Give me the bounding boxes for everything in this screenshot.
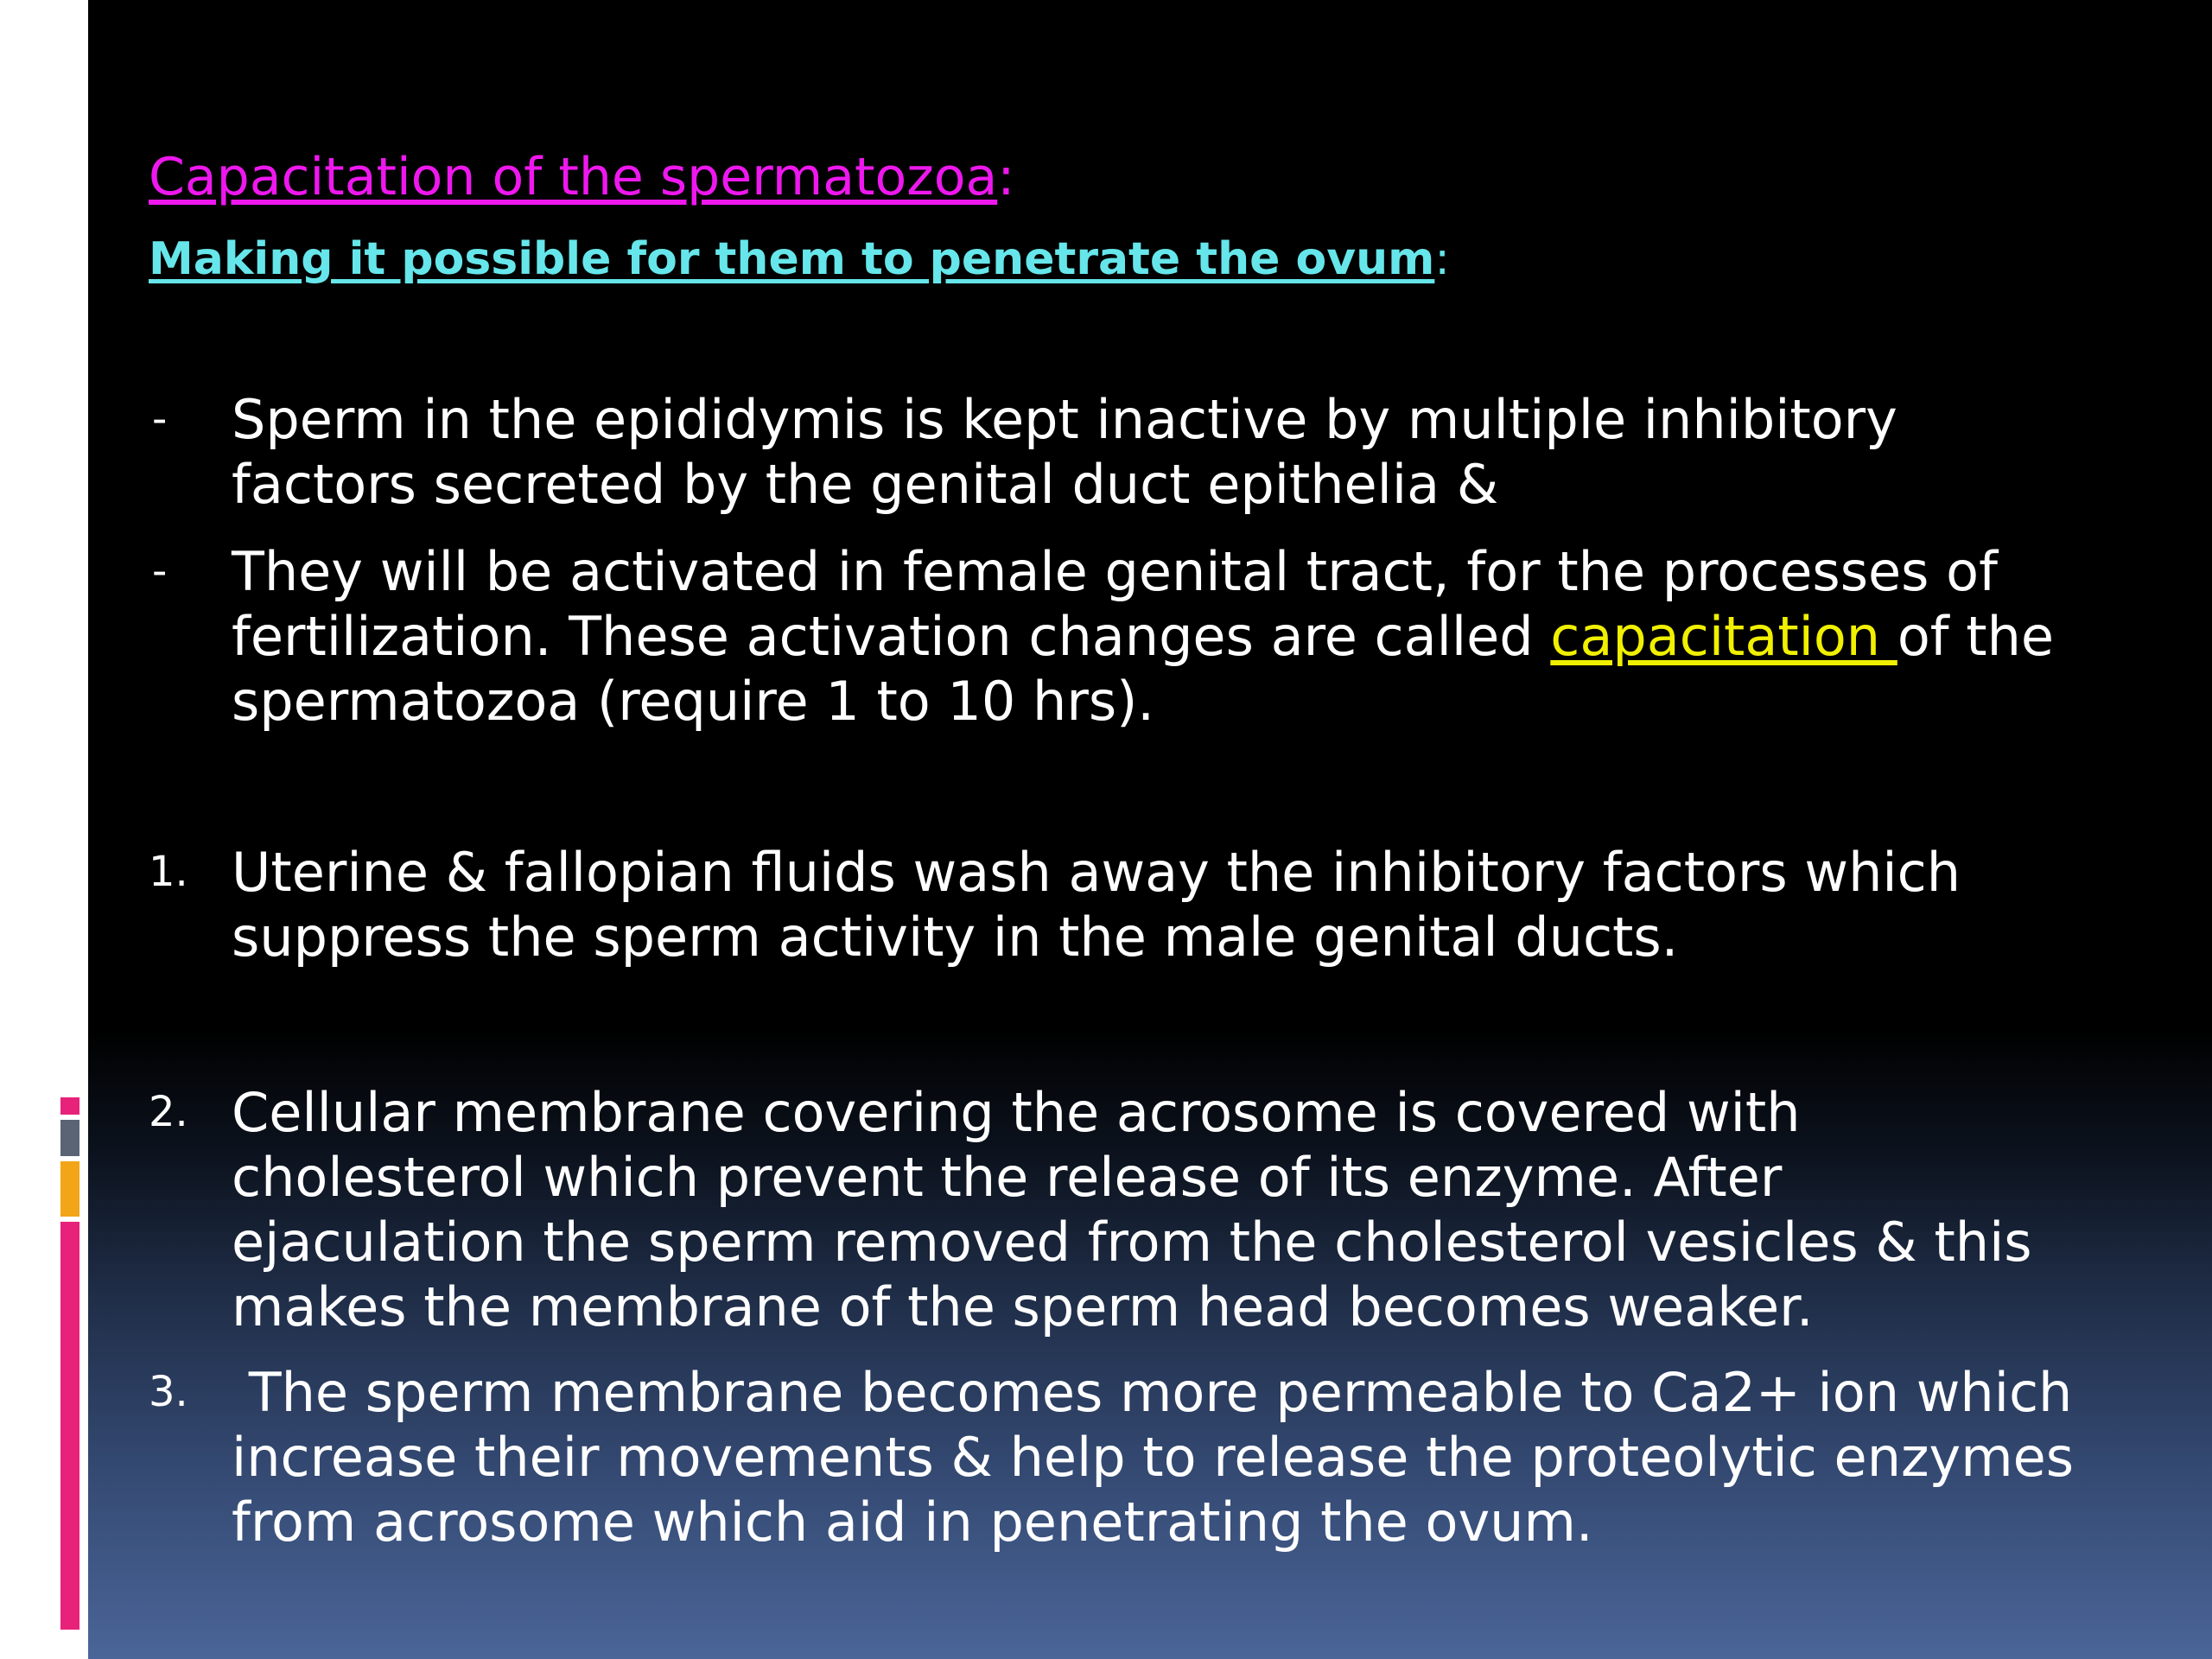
decorative-bar-orange [60, 1161, 79, 1217]
highlighted-term: capacitation [1550, 605, 1897, 668]
decorative-line [52, 162, 54, 252]
bullet-text [232, 539, 2093, 734]
numbered-item [149, 840, 2093, 969]
decorative-line [65, 162, 67, 252]
decorative-bar-gray [60, 1120, 79, 1156]
decorative-bar-pink-short [60, 1097, 79, 1115]
decorative-line [79, 162, 81, 252]
decorative-line [71, 162, 75, 252]
bullet-text-part: They will be activated in female genital tract, for the processes of fertilization. These activation changes are called [232, 540, 1998, 668]
bullet-marker: - [152, 547, 168, 595]
slide-subtitle-colon: : [1434, 233, 1450, 285]
number-marker: 2. [149, 1088, 188, 1136]
slide-title-colon: : [997, 147, 1015, 207]
bullet-text-part: of the spermatozoa (require 1 to 10 hrs). [232, 605, 2055, 733]
number-marker: 1. [149, 848, 188, 896]
numbered-text: The sperm membrane becomes more permeable to Ca2+ ion which increase their movements & help to release the proteolytic enzymes from acrosome which aid in penetrating the ovum. [232, 1361, 2091, 1554]
number-marker: 3. [149, 1368, 188, 1416]
numbered-text: Cellular membrane covering the acrosome is covered with cholesterol which prevent the release of its enzyme. After ejaculation the sperm removed from the cholesterol vesicles & this makes the membrane of the sperm head becomes weaker. [232, 1081, 2032, 1338]
numbered-text: Uterine & fallopian fluids wash away the inhibitory factors which suppress the sperm activity in the male genital ducts. [232, 841, 1961, 969]
decorative-lines [52, 162, 88, 252]
slide-title [149, 149, 1014, 206]
bullet-item [149, 539, 2093, 734]
bullet-item [149, 387, 2093, 517]
slide-title-text: Capacitation of the spermatozoa [149, 147, 998, 207]
numbered-item [149, 1080, 2093, 1339]
numbered-item [149, 1360, 2093, 1554]
decorative-line [58, 162, 61, 252]
bullet-text: Sperm in the epididymis is kept inactive by multiple inhibitory factors secreted by the genital duct epithelia & [232, 388, 1897, 516]
slide-subtitle [149, 235, 1450, 284]
bullet-marker: - [152, 395, 168, 443]
slide-subtitle-text: Making it possible for them to penetrate the ovum [149, 233, 1435, 285]
decorative-bar-pink-long [60, 1222, 79, 1630]
